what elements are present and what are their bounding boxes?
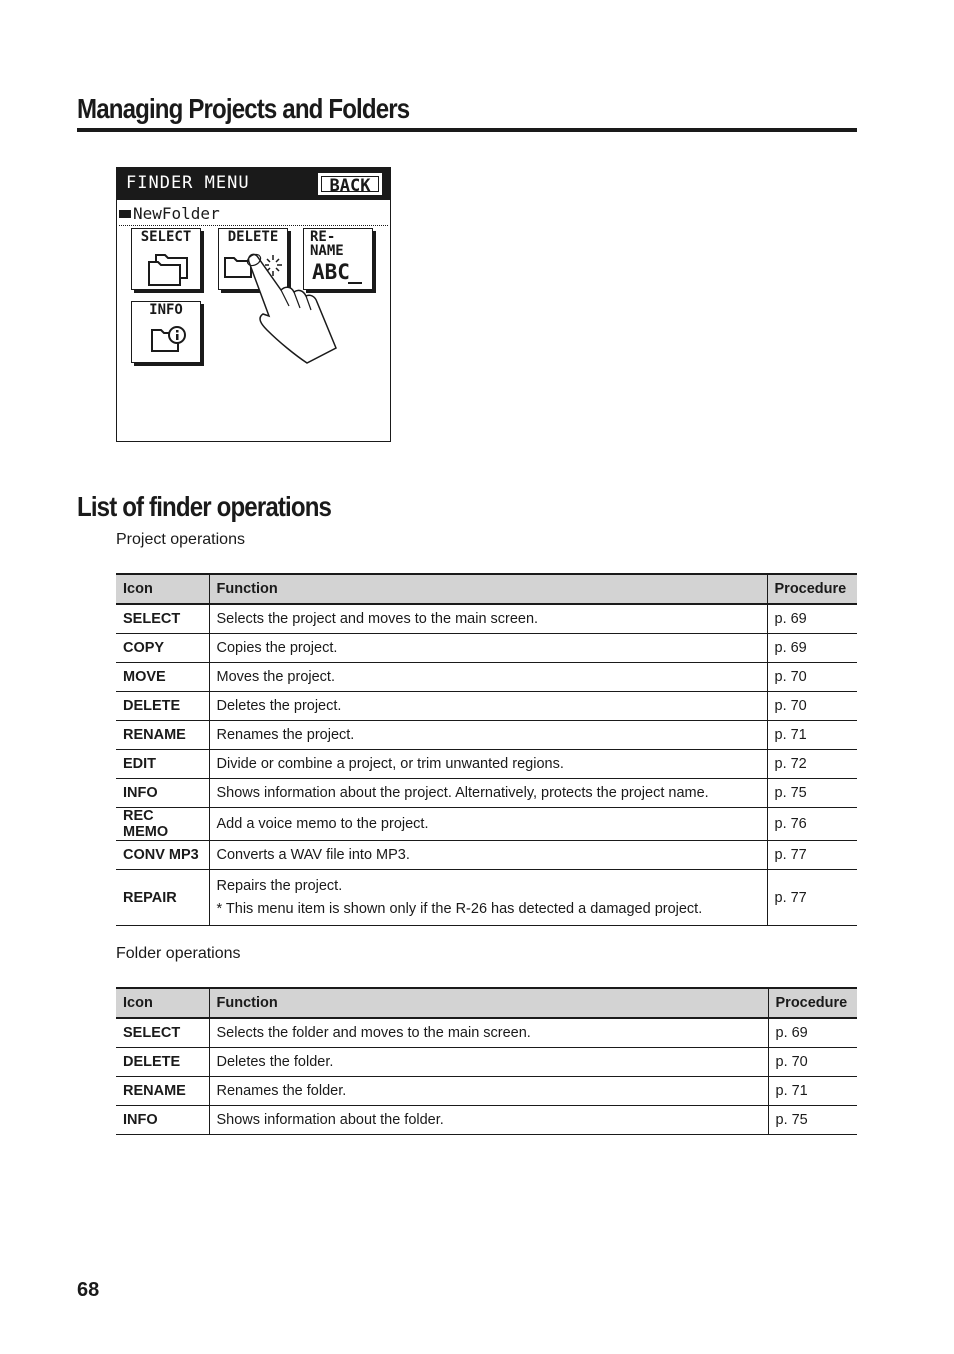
- procedure-cell: p. 77: [767, 870, 857, 926]
- table-row: [116, 721, 857, 750]
- function-cell: Divide or combine a project, or trim unwanted regions.: [209, 750, 767, 779]
- procedure-cell: p. 75: [767, 779, 857, 808]
- function-cell: Renames the folder.: [209, 1077, 768, 1106]
- procedure-cell: p. 70: [767, 663, 857, 692]
- table-row: [116, 750, 857, 779]
- procedure-cell: p. 71: [767, 721, 857, 750]
- table-row: [116, 1018, 857, 1048]
- procedure-cell: p. 69: [767, 604, 857, 634]
- function-cell: Deletes the folder.: [209, 1048, 768, 1077]
- header-procedure: Procedure: [767, 574, 857, 604]
- function-note: * This menu item is shown only if the R-26 has detected a damaged project.: [216, 901, 703, 917]
- rename-button-label: RE- NAME: [310, 229, 344, 259]
- table-header-row: [116, 574, 857, 604]
- procedure-cell: p. 76: [767, 808, 857, 841]
- info-button[interactable]: [131, 301, 201, 363]
- procedure-cell: p. 72: [767, 750, 857, 779]
- delete-button-label: DELETE: [227, 229, 279, 245]
- header-function: Function: [209, 574, 767, 604]
- function-cell: Selects the project and moves to the main screen.: [209, 604, 767, 634]
- procedure-cell: p. 77: [767, 841, 857, 870]
- select-button-label: SELECT: [140, 229, 192, 245]
- table-row: [116, 1077, 857, 1106]
- function-cell: Moves the project.: [209, 663, 767, 692]
- header-icon: Icon: [116, 988, 209, 1018]
- table-row: [116, 634, 857, 663]
- procedure-cell: p. 70: [767, 692, 857, 721]
- function-cell: Add a voice memo to the project.: [209, 808, 767, 841]
- icon-cell: INFO: [116, 1106, 209, 1135]
- info-folder-icon: [132, 302, 202, 364]
- header-icon: Icon: [116, 574, 209, 604]
- procedure-cell: p. 75: [768, 1106, 857, 1135]
- icon-cell: DELETE: [116, 1048, 209, 1077]
- function-text: Repairs the project.: [216, 878, 343, 894]
- pointing-hand-icon: [245, 250, 340, 365]
- procedure-cell: p. 70: [768, 1048, 857, 1077]
- icon-cell: RENAME: [116, 1077, 209, 1106]
- select-folder-icon: [132, 229, 202, 291]
- procedure-cell: p. 69: [767, 634, 857, 663]
- table-row: [116, 604, 857, 634]
- function-cell: Shows information about the project. Alternatively, protects the project name.: [209, 779, 767, 808]
- table-row: [116, 663, 857, 692]
- section-heading-managing: Managing Projects and Folders: [77, 92, 857, 132]
- folder-icon: [119, 210, 131, 218]
- function-cell: Copies the project.: [209, 634, 767, 663]
- finder-menu-titlebar: [117, 168, 390, 200]
- icon-cell: COPY: [116, 634, 209, 663]
- function-cell: Selects the folder and moves to the main screen.: [209, 1018, 768, 1048]
- table-row: [116, 841, 857, 870]
- table-row: [116, 808, 857, 841]
- folder-operations-subtitle: Folder operations: [116, 945, 241, 962]
- icon-cell: CONV MP3: [116, 841, 209, 870]
- function-cell: Shows information about the folder.: [209, 1106, 768, 1135]
- finder-menu-title: FINDER MENU: [126, 173, 250, 193]
- table-row: [116, 1106, 857, 1135]
- procedure-cell: p. 69: [768, 1018, 857, 1048]
- table-row: [116, 779, 857, 808]
- info-button-label: INFO: [149, 302, 183, 318]
- current-folder-row: [119, 203, 388, 226]
- icon-cell: RENAME: [116, 721, 209, 750]
- project-operations-table: [116, 573, 857, 926]
- back-button[interactable]: BACK: [318, 173, 382, 195]
- table-row: [116, 870, 857, 926]
- function-cell: Renames the project.: [209, 721, 767, 750]
- folder-operations-table: [116, 987, 857, 1135]
- icon-cell: SELECT: [116, 604, 209, 634]
- project-operations-subtitle: Project operations: [116, 531, 245, 548]
- select-button[interactable]: [131, 228, 201, 290]
- function-cell: Deletes the project.: [209, 692, 767, 721]
- folder-name: NewFolder: [133, 204, 220, 223]
- rename-abc-icon: ABC: [312, 260, 350, 284]
- icon-cell: REC MEMO: [116, 808, 209, 841]
- icon-cell: INFO: [116, 779, 209, 808]
- page-number: 68: [77, 1279, 100, 1301]
- icon-cell: REPAIR: [116, 870, 209, 926]
- header-function: Function: [209, 988, 768, 1018]
- icon-cell: DELETE: [116, 692, 209, 721]
- header-procedure: Procedure: [768, 988, 857, 1018]
- table-row: [116, 692, 857, 721]
- icon-cell: MOVE: [116, 663, 209, 692]
- function-cell: [209, 870, 767, 926]
- table-header-row: [116, 988, 857, 1018]
- section-heading-list: List of finder operations: [77, 491, 332, 522]
- table-row: [116, 1048, 857, 1077]
- icon-cell: EDIT: [116, 750, 209, 779]
- procedure-cell: p. 71: [768, 1077, 857, 1106]
- function-cell: Converts a WAV file into MP3.: [209, 841, 767, 870]
- icon-cell: SELECT: [116, 1018, 209, 1048]
